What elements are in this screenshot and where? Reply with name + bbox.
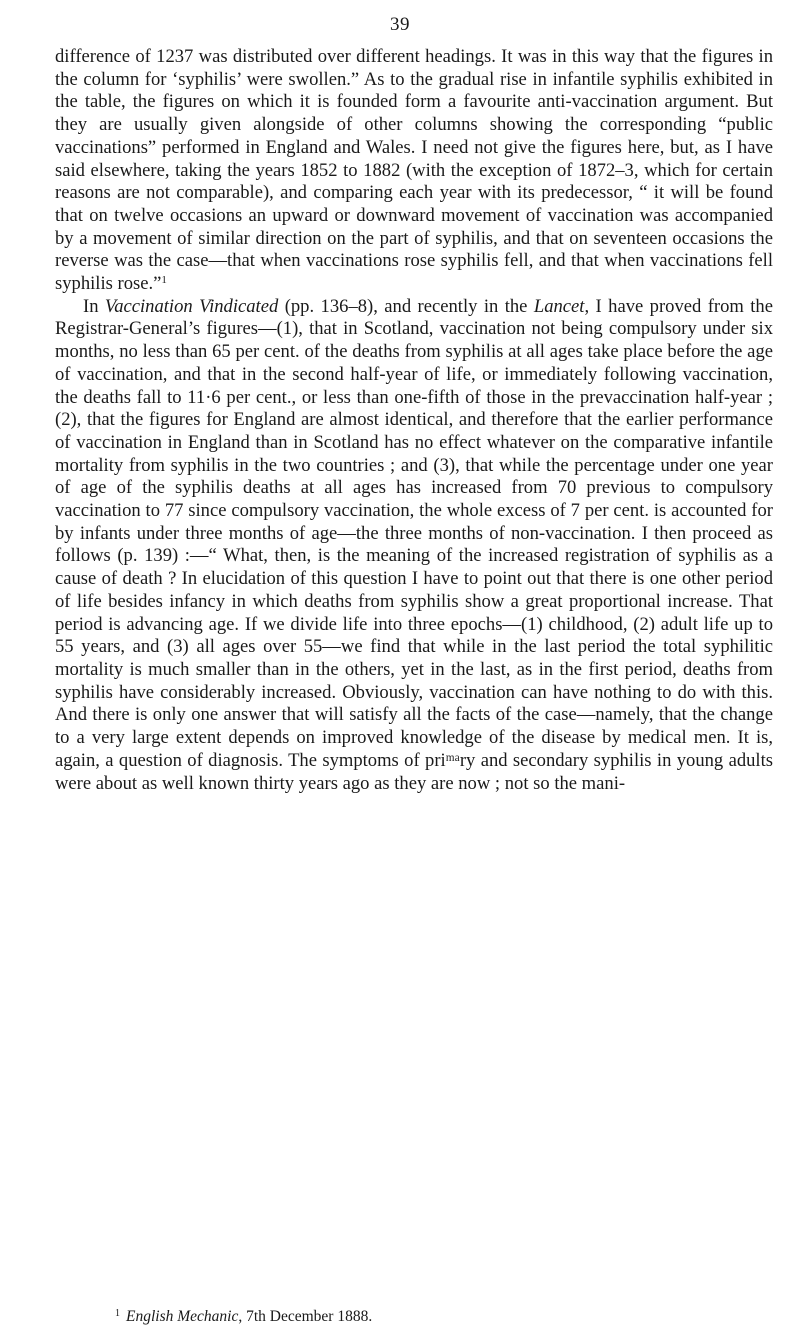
journal-title-lancet: Lancet [533, 295, 585, 317]
paragraph-2-start: In [83, 295, 105, 317]
paragraph-1-text: difference of 1237 was distributed over different headings. It was in this way that the figures in the column for ‘syphilis’ were swollen.” As to the gradual rise in infantile syphilis exhibited in the table, the figures on which it is founded form a favourite anti-vaccination argument. But they are usually given alongside of other columns showing the corresponding “public vaccinations” performed in England and Wales. I need not give the figures here, but, as I have said elsewhere, taking the years 1852 to 1882 (with the exception of 1872–3, which for certain reasons are not comparable), and comparing each year with its predecessor, “ it will be found that on twelve occasions an upward or downward movement of vaccination was accompanied by a movement of similar direction on the part of syphilis, and that on seventeen occasions the reverse was the case—that when vaccinations rose syphilis fell, and that when vaccinations fell syphilis rose.” [55, 46, 773, 295]
footnote-number: 1 [115, 1308, 120, 1319]
paragraph-1 [55, 46, 773, 296]
paragraph-2 [55, 296, 773, 795]
body-text [55, 46, 773, 795]
book-title-vaccination-vindicated: Vaccination Vindicated [104, 295, 279, 317]
footnote-marker: 1 [161, 274, 167, 287]
footnote [115, 1305, 755, 1326]
page-number: 39 [390, 14, 410, 35]
paragraph-2-rest: , I have proved from the Registrar-General’s figures—(1), that in Scotland, vaccination not being compulsory under six months, no less than 65 per cent. of the deaths from syphilis at all ages take place before the age of vaccination, and that in the second half-year of life, or immediately following vaccination, the deaths fall to 11·6 per cent., or less than one-fifth of those in the prevaccination half-year ; (2), that the figures for England are almost identical, and therefore that the earlier performance of vaccination in England than in Scotland has no effect whatever on the comparative infantile mortality from syphilis in the two countries ; and (3), that while the percentage under one year of age of the syphilis deaths at all ages has increased from 70 previous to compulsory vaccination to 77 since compulsory vaccination, the whole excess of 7 per cent. is accounted for by infants under three months of age—the three months of non-vaccination. I then proceed as follows (p. 139) :—“ What, then, is the meaning of the increased registration of syphilis as a cause of death ? In elucidation of this question I have to point out that there is one other period of life besides infancy in which deaths from syphilis show a great proportional increase. That period is advancing age. If we divide life into three epochs—(1) childhood, (2) adult life up to 55 years, and (3) all ages over 55—we find that while in the last period the total syphilitic mortality is much smaller than in the others, yet in the last, as in the first period, deaths from syphilis have considerably increased. Obviously, vaccination can have nothing to do with this. And there is only one answer that will satisfy all the facts of the case—namely, that the change to a very large extent depends on improved knowledge of the disease by medical men. It is, again, a question of diagnosis. The symptoms of priᵐᵃry and secondary syphilis in young adults were about as well known thirty years ago as they are now ; not so the mani- [55, 295, 773, 794]
paragraph-2-mid: (pp. 136–8), and recently in the [278, 295, 534, 317]
footnote-date: , 7th December 1888. [238, 1308, 373, 1325]
footnote-source: English Mechanic [126, 1308, 239, 1325]
